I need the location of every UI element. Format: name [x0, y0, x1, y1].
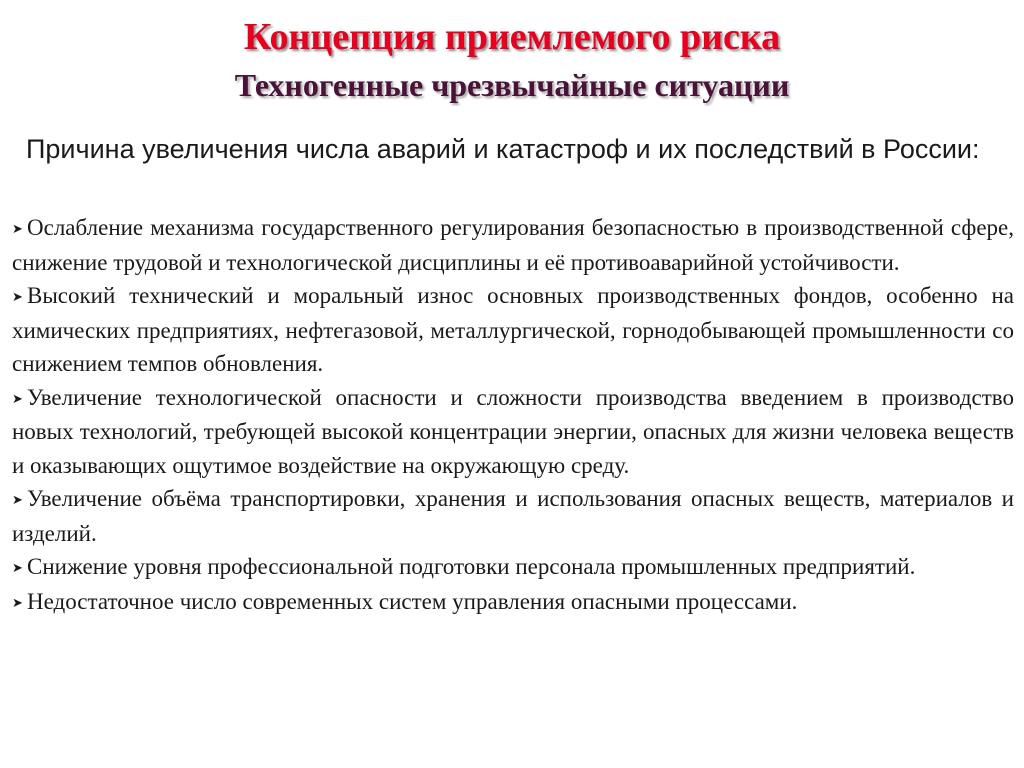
- arrow-bullet-icon: ➤: [12, 594, 23, 610]
- slide-title: Концепция приемлемого риска: [243, 16, 781, 58]
- list-item: [12, 550, 1014, 585]
- list-item: [12, 482, 1014, 550]
- list-item: [12, 585, 1014, 620]
- list-item-text: Увеличение объёма транспортировки, хранения и использования опасных веществ, материалов и изделий.: [12, 486, 1014, 546]
- list-item: [12, 381, 1014, 483]
- arrow-bullet-icon: ➤: [12, 492, 23, 507]
- list-item-text: Высокий технический и моральный износ основных производственных фондов, особенно на химических предприятиях, нефтегазовой, металлургической, горнодобывающей промышленности со снижением темпов обновления.: [12, 283, 1014, 376]
- arrow-bullet-icon: ➤: [12, 289, 23, 304]
- list-item-text: Увеличение технологической опасности и сложности производства введением в производство новых технологий, требующей высокой концентрации энергии, опасных для жизни человека веществ и оказывающих ощутимое воздействие на окружающую среду.: [12, 384, 1014, 478]
- arrow-bullet-icon: ➤: [12, 221, 23, 236]
- list-item: [12, 279, 1014, 381]
- bullet-list: [12, 211, 1014, 619]
- list-item-text: Снижение уровня профессиональной подготовки персонала промышленных предприятий.: [27, 554, 916, 579]
- arrow-bullet-icon: ➤: [12, 390, 23, 406]
- list-item: [12, 211, 1014, 279]
- list-item-text: Недостаточное число современных систем управления опасными процессами.: [27, 588, 798, 614]
- list-item-text: Ослабление механизма государственного регулирования безопасностью в производственной сфере, снижение трудовой и технологической дисциплины и её противоаварийной устойчивости.: [12, 215, 1014, 275]
- arrow-bullet-icon: ➤: [12, 560, 23, 575]
- slide-subtitle: Техногенные чрезвычайные ситуации: [234, 67, 790, 103]
- intro-text: Причина увеличения числа аварий и катастроф и их последствий в России:: [26, 134, 980, 164]
